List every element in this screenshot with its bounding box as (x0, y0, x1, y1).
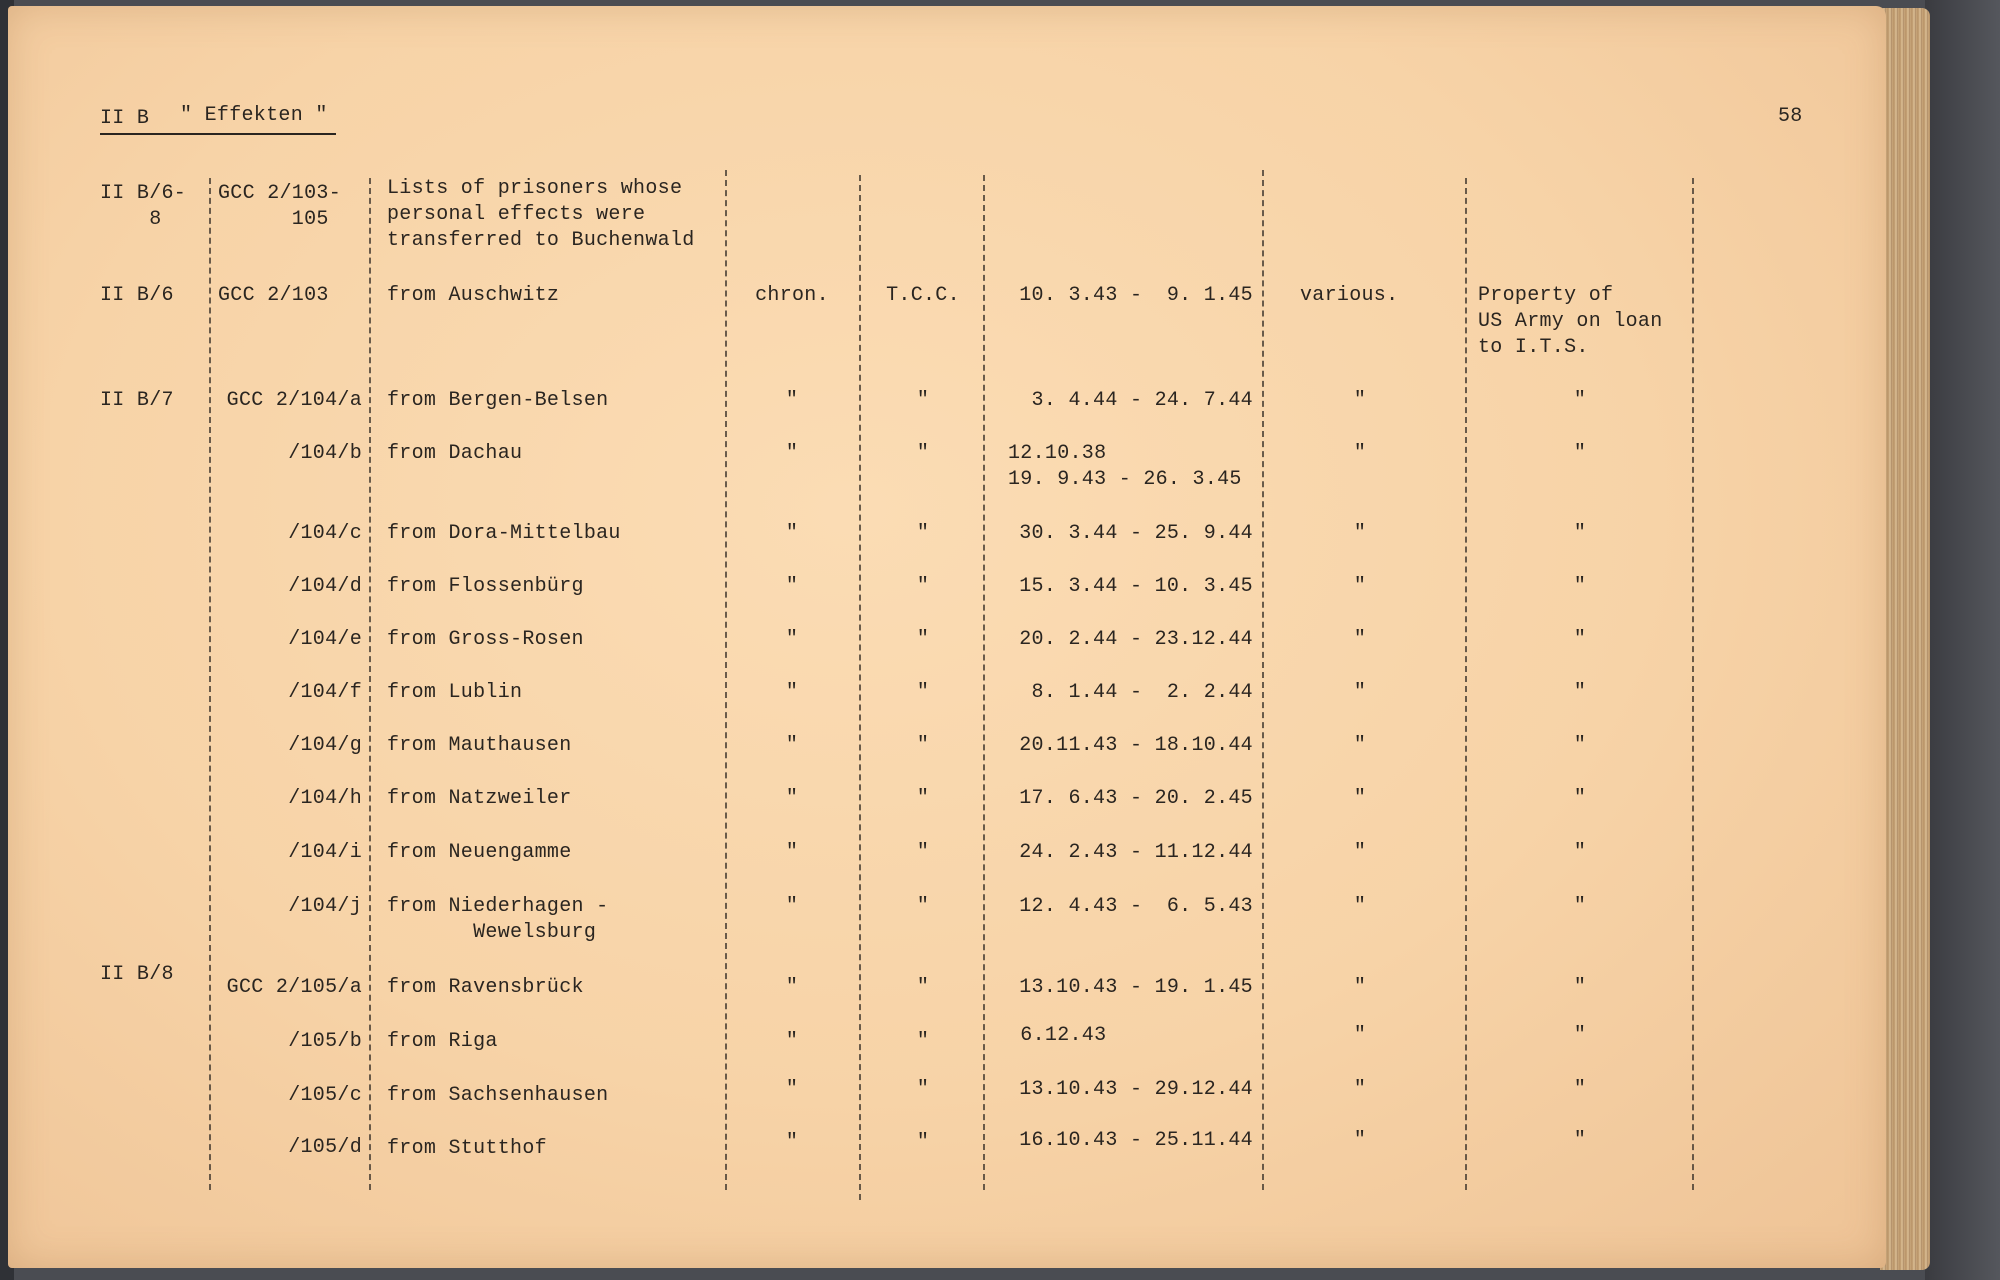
row-place: from Flossenbürg (387, 575, 584, 598)
row-dates: 10. 3.43 - 9. 1.45 (1019, 284, 1253, 307)
row-remarks: " (1573, 681, 1587, 704)
row-gcc: /105/d (288, 1136, 362, 1159)
row-gcc: GCC 2/105/a (226, 976, 362, 999)
row-language: various. (1300, 284, 1399, 307)
section-code: II B (100, 107, 150, 130)
header-underline (100, 133, 336, 135)
row-language: " (1353, 1129, 1367, 1152)
row-gcc: /105/c (288, 1084, 362, 1107)
row-language: " (1353, 628, 1367, 651)
row-dates: 8. 1.44 - 2. 2.44 (1019, 681, 1253, 704)
row-remarks: " (1573, 841, 1587, 864)
row-dates: 3. 4.44 - 24. 7.44 (1019, 389, 1253, 412)
row-place: from Riga (387, 1030, 498, 1053)
row-dates: 20. 2.44 - 23.12.44 (1019, 628, 1253, 651)
row-place: from Sachsenhausen (387, 1084, 609, 1107)
row-gcc: /104/d (288, 575, 362, 598)
row-format: T.C.C. (886, 284, 960, 307)
row-remarks: " (1573, 734, 1587, 757)
main-entry-ref: II B/6- 8 (100, 182, 187, 231)
row-ref: II B/7 (100, 389, 174, 412)
row-arrangement: " (785, 976, 799, 999)
row-format: " (916, 1030, 930, 1053)
row-place: from Mauthausen (387, 734, 572, 757)
row-language: " (1353, 895, 1367, 918)
row-remarks: " (1573, 522, 1587, 545)
row-language: " (1353, 389, 1367, 412)
row-gcc: /104/j (288, 895, 362, 918)
row-dates: 6.12.43 (1008, 1024, 1107, 1047)
row-arrangement: " (785, 628, 799, 651)
row-dates: 13.10.43 - 19. 1.45 (1019, 976, 1253, 999)
row-ref: II B/8 (100, 963, 174, 986)
column-divider-7 (1465, 178, 1467, 1190)
column-divider-4 (859, 175, 861, 1200)
row-ref: II B/6 (100, 284, 174, 307)
row-language: " (1353, 522, 1367, 545)
row-place: from Lublin (387, 681, 523, 704)
row-format: " (916, 976, 930, 999)
row-place: from Niederhagen - Wewelsburg (387, 895, 609, 944)
row-gcc: GCC 2/103 (218, 284, 329, 307)
row-dates: 13.10.43 - 29.12.44 (1019, 1078, 1253, 1101)
row-dates: 15. 3.44 - 10. 3.45 (1019, 575, 1253, 598)
row-language: " (1353, 841, 1367, 864)
row-arrangement: chron. (755, 284, 829, 307)
row-remarks: " (1573, 575, 1587, 598)
row-format: " (916, 895, 930, 918)
scanner-background-right (1925, 0, 2000, 1280)
row-dates: 12.10.38 19. 9.43 - 26. 3.45 (1008, 442, 1242, 491)
row-place: from Bergen-Belsen (387, 389, 609, 412)
row-format: " (916, 787, 930, 810)
main-entry-description: Lists of prisoners whose personal effects were transferred to Buchenwald (387, 177, 695, 252)
row-dates: 24. 2.43 - 11.12.44 (1019, 841, 1253, 864)
row-place: from Dachau (387, 442, 523, 465)
row-arrangement: " (785, 389, 799, 412)
row-language: " (1353, 787, 1367, 810)
row-remarks: " (1573, 1024, 1587, 1047)
row-gcc: /104/b (288, 442, 362, 465)
row-place: from Gross-Rosen (387, 628, 584, 651)
row-remarks: " (1573, 628, 1587, 651)
row-remarks: " (1573, 1129, 1587, 1152)
row-remarks: " (1573, 1078, 1587, 1101)
row-language: " (1353, 734, 1367, 757)
row-format: " (916, 522, 930, 545)
row-remarks: " (1573, 389, 1587, 412)
row-arrangement: " (785, 841, 799, 864)
row-remarks: " (1573, 442, 1587, 465)
column-divider-3 (725, 170, 727, 1190)
row-arrangement: " (785, 787, 799, 810)
row-remarks: " (1573, 976, 1587, 999)
column-divider-1 (209, 178, 211, 1190)
row-format: " (916, 1078, 930, 1101)
row-place: from Stutthof (387, 1137, 547, 1160)
row-language: " (1353, 1024, 1367, 1047)
row-dates: 16.10.43 - 25.11.44 (1019, 1129, 1253, 1152)
row-format: " (916, 681, 930, 704)
row-language: " (1353, 442, 1367, 465)
row-arrangement: " (785, 575, 799, 598)
row-place: from Neuengamme (387, 841, 572, 864)
row-format: " (916, 841, 930, 864)
row-arrangement: " (785, 522, 799, 545)
row-arrangement: " (785, 1078, 799, 1101)
row-arrangement: " (785, 681, 799, 704)
row-remarks: " (1573, 895, 1587, 918)
row-format: " (916, 628, 930, 651)
column-divider-6 (1262, 170, 1264, 1190)
row-arrangement: " (785, 442, 799, 465)
row-language: " (1353, 681, 1367, 704)
row-gcc: /104/g (288, 734, 362, 757)
row-gcc: GCC 2/104/a (226, 389, 362, 412)
row-remarks: " (1573, 787, 1587, 810)
row-dates: 30. 3.44 - 25. 9.44 (1019, 522, 1253, 545)
row-gcc: /104/e (288, 628, 362, 651)
row-place: from Natzweiler (387, 787, 572, 810)
row-gcc: /104/i (288, 841, 362, 864)
row-arrangement: " (785, 734, 799, 757)
row-dates: 20.11.43 - 18.10.44 (1019, 734, 1253, 757)
row-gcc: /105/b (288, 1030, 362, 1053)
column-divider-2 (369, 178, 371, 1190)
row-gcc: /104/f (288, 681, 362, 704)
page-number: 58 (1778, 105, 1803, 128)
row-place: from Dora-Mittelbau (387, 522, 621, 545)
column-divider-8 (1692, 178, 1694, 1190)
row-dates: 17. 6.43 - 20. 2.45 (1019, 787, 1253, 810)
row-language: " (1353, 976, 1367, 999)
row-arrangement: " (785, 1131, 799, 1154)
row-place: from Ravensbrück (387, 976, 584, 999)
row-place: from Auschwitz (387, 284, 560, 307)
row-format: " (916, 389, 930, 412)
row-dates: 12. 4.43 - 6. 5.43 (1019, 895, 1253, 918)
row-format: " (916, 734, 930, 757)
row-remarks: Property of US Army on loan to I.T.S. (1478, 284, 1663, 359)
row-gcc: /104/c (288, 522, 362, 545)
row-language: " (1353, 1078, 1367, 1101)
row-format: " (916, 442, 930, 465)
row-format: " (916, 575, 930, 598)
row-gcc: /104/h (288, 787, 362, 810)
column-divider-5 (983, 175, 985, 1190)
row-arrangement: " (785, 1030, 799, 1053)
row-arrangement: " (785, 895, 799, 918)
section-title: " Effekten " (180, 104, 328, 127)
book-page-edges (1880, 8, 1930, 1270)
main-entry-gcc: GCC 2/103- 105 (218, 182, 342, 231)
row-format: " (916, 1131, 930, 1154)
row-language: " (1353, 575, 1367, 598)
